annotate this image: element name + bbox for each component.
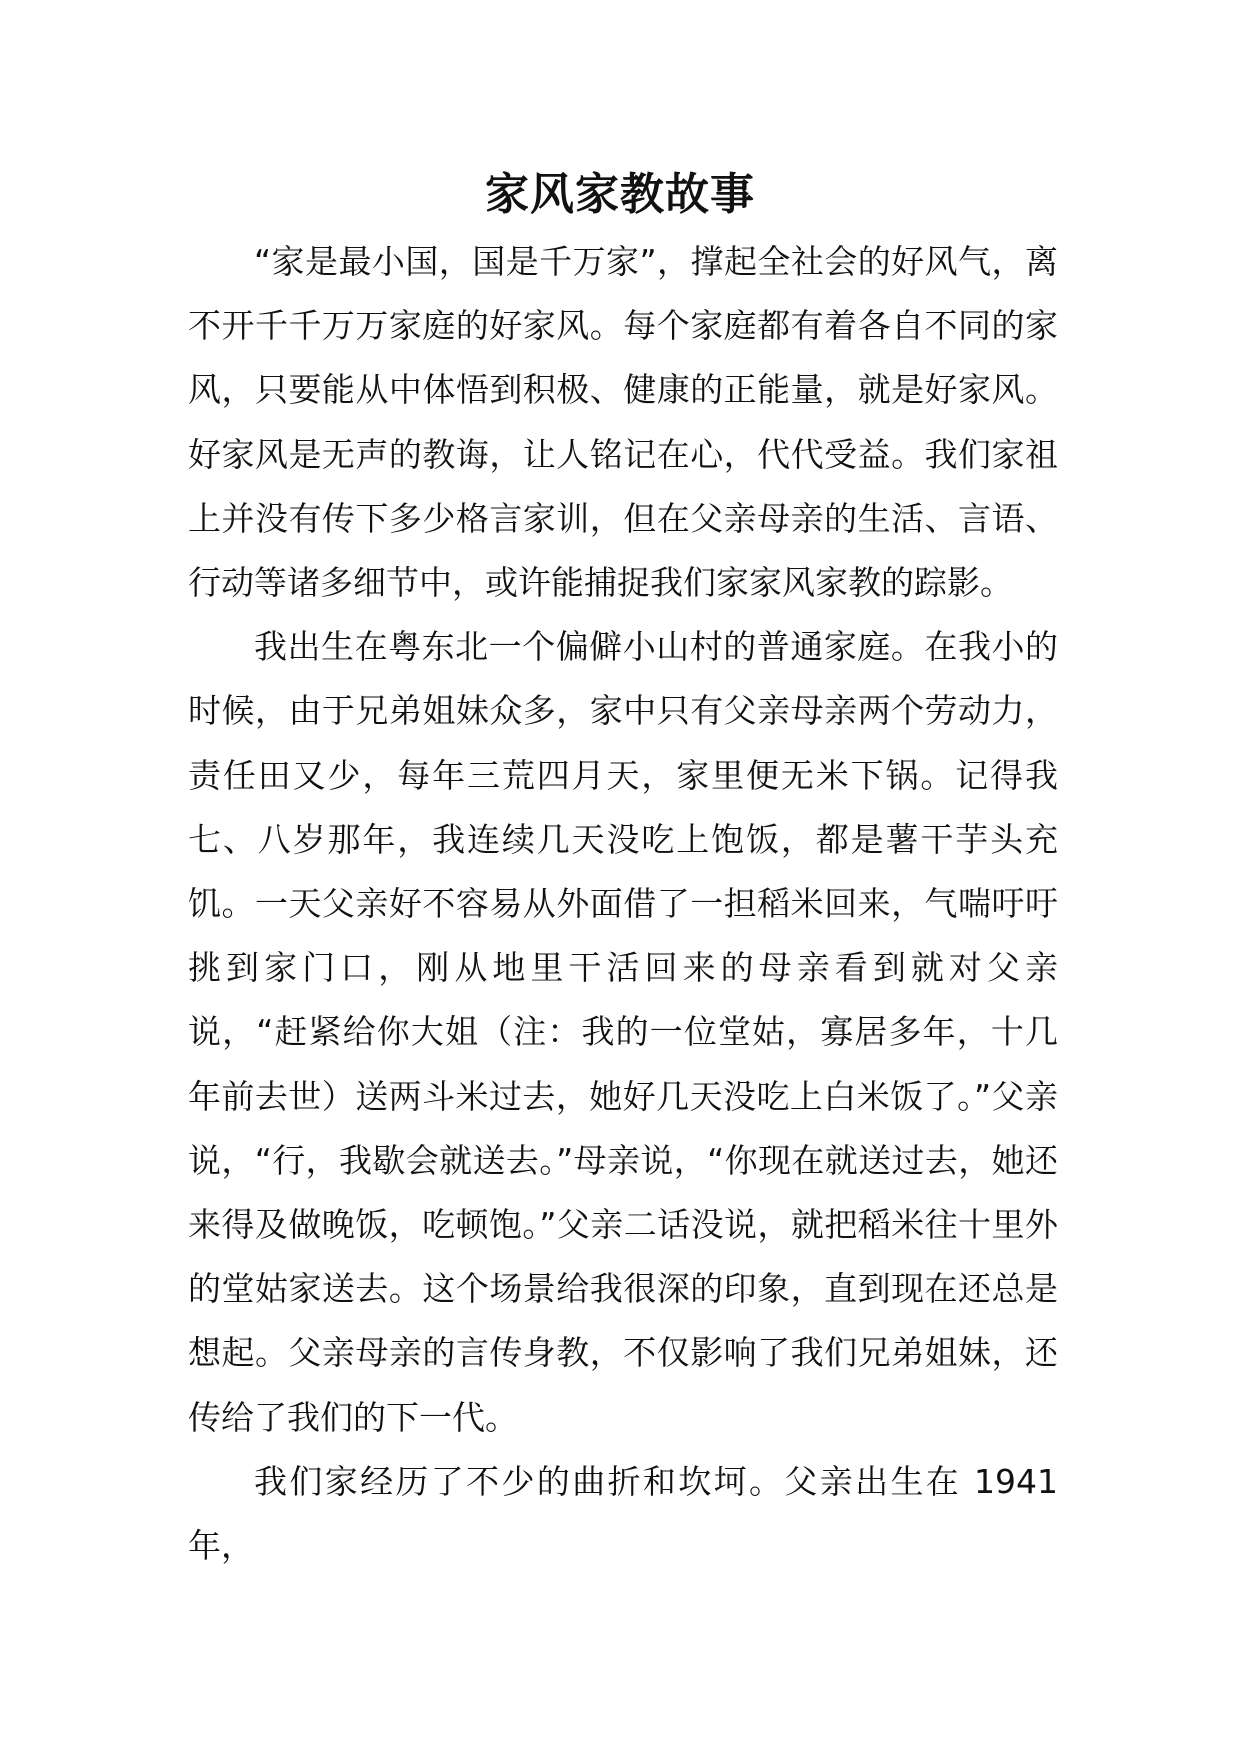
paragraph-3: 我们家经历了不少的曲折和坎坷。父亲出生在 1941 年，	[188, 1461, 1058, 1566]
paragraph-1: “家是最小国，国是千万家”，撑起全社会的好风气，离不开千千万万家庭的好家风。每个家庭都有着各自不同的家风，只要能从中体悟到积极、健康的正能量，就是好家风。好家风是无声的教诲，让人铭记在心，代代受益。我们家祖上并没有传下多少格言家训，但在父亲母亲的生活、言语、行动等诸多细节中，或许能捕捉我们家家风家教的踪影。	[188, 242, 1058, 603]
document-body	[188, 230, 1058, 1578]
paragraph-2: 我出生在粤东北一个偏僻小山村的普通家庭。在我小的时候，由于兄弟姐妹众多，家中只有父亲母亲两个劳动力，责任田又少，每年三荒四月天，家里便无米下锅。记得我七、八岁那年，我连续几天没吃上饱饭，都是薯干芋头充饥。一天父亲好不容易从外面借了一担稻米回来，气喘吁吁挑到家门口，刚从地里干活回来的母亲看到就对父亲说，“赶紧给你大姐（注：我的一位堂姑，寡居多年，十几年前去世）送两斗米过去，她好几天没吃上白米饭了。”父亲说，“行，我歇会就送去。”母亲说，“你现在就送过去，她还来得及做晚饭，吃顿饱。”父亲二话没说，就把稻米往十里外的堂姑家送去。这个场景给我很深的印象，直到现在还总是想起。父亲母亲的言传身教，不仅影响了我们兄弟姐妹，还传给了我们的下一代。	[188, 627, 1058, 1437]
document-title: 家风家教故事	[485, 169, 755, 220]
